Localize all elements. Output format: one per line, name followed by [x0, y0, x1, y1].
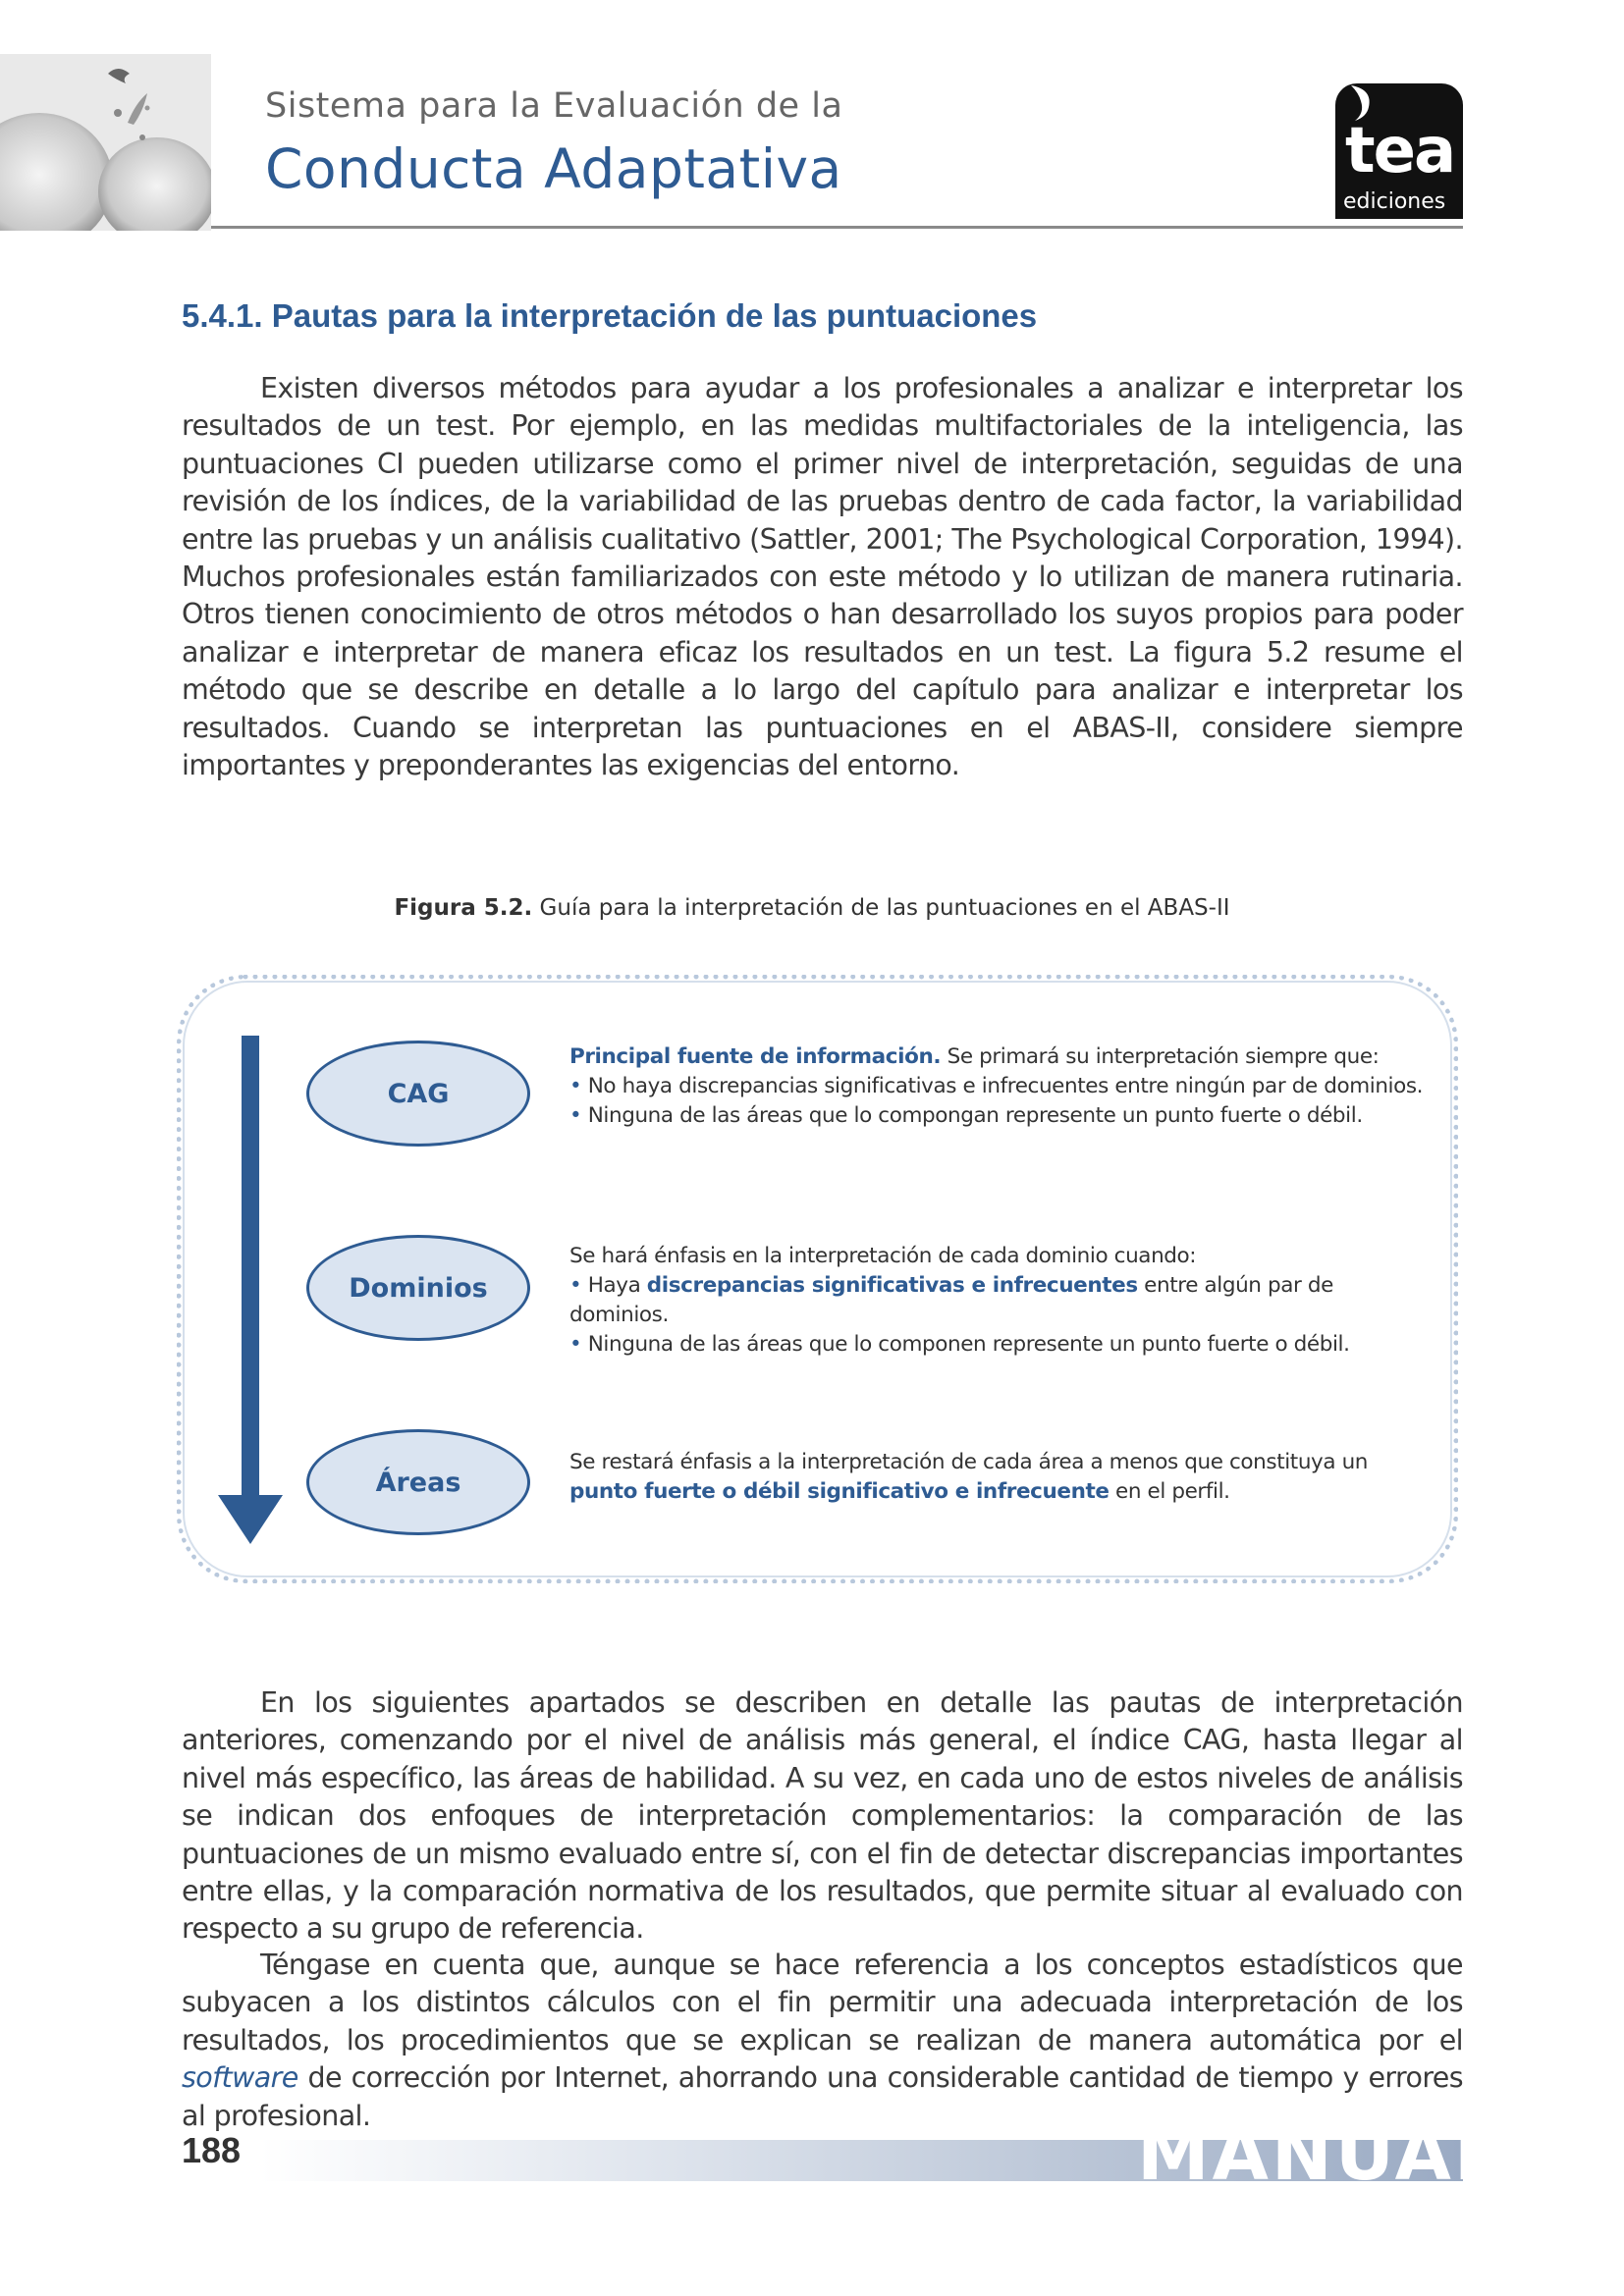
cag-intro-line: [569, 1042, 1434, 1072]
cag-bullet-2-text: Ninguna de las áreas que lo compongan represente un punto fuerte o débil.: [587, 1103, 1363, 1128]
paragraph-sections: En los siguientes apartados se describen en detalle las pautas de interpretación anteriores, comenzando por el nivel de análisis más general, el índice CAG, hasta llegar al nivel más específico, las áreas de habilidad. A su vez, en cada uno de estos niveles de análisis se indican dos enfoques de interpretación complementarios: la comparación de las puntuaciones de un mismo evaluado entre sí, con el fin de detectar discrepancias importantes entre ellas, y la comparación normativa de los resultados, que permite situar al evaluado con respecto a su grupo de referencia.: [182, 1686, 1463, 1946]
level-oval-areas: Áreas: [306, 1429, 530, 1535]
tea-ediciones-logo: [1335, 83, 1463, 219]
areas-line-2-post: en el perfil.: [1109, 1479, 1230, 1504]
areas-line-1: Se restará énfasis a la interpretación de cada área a menos que constituya un: [569, 1450, 1369, 1474]
dominios-bullet-2: • Ninguna de las áreas que lo componen represente un punto fuerte o débil.: [569, 1332, 1350, 1357]
paragraph-software: [182, 1947, 1463, 2135]
page-number: 188: [182, 2130, 242, 2170]
section-heading: 5.4.1. Pautas para la interpretación de las puntuaciones: [182, 297, 1038, 334]
paragraph-software-after: de corrección por Internet, ahorrando una considerable cantidad de tiempo y errores al profesional.: [182, 2061, 1463, 2132]
header-fishbowl-image: [0, 54, 211, 231]
level-oval-dominios: Dominios: [306, 1235, 530, 1341]
figure-caption: [0, 895, 1624, 921]
logo-subtext: ediciones: [1343, 189, 1446, 214]
level-description-cag: [569, 1042, 1434, 1131]
level-description-dominios: [569, 1242, 1434, 1360]
figure-caption-label: Figura 5.2.: [394, 895, 533, 921]
header-divider: [211, 226, 1463, 229]
level-description-areas: [569, 1448, 1434, 1507]
cag-highlight: Principal fuente de información.: [569, 1044, 942, 1069]
dominios-bullet-1-highlight: discrepancias significativas e infrecuentes: [646, 1273, 1138, 1298]
dominios-bullet-1: • Haya discrepancias significativas e infrecuentes entre algún par de dominios.: [569, 1273, 1333, 1327]
cag-bullet-1: • No haya discrepancias significativas e infrecuentes entre ningún par de dominios.: [569, 1074, 1424, 1098]
dominios-intro: Se hará énfasis en la interpretación de cada dominio cuando:: [569, 1244, 1197, 1268]
dominios-bullet-1-pre: Haya: [587, 1273, 647, 1298]
figure-caption-text: Guía para la interpretación de las puntuaciones en el ABAS-II: [532, 895, 1230, 921]
areas-highlight: punto fuerte o débil significativo e infrecuente: [569, 1479, 1110, 1504]
paragraph-software-before: Téngase en cuenta que, aunque se hace referencia a los conceptos estadísticos que subyacen a los distintos cálculos con el fin permitir una adecuada interpretación de los resultados, los procedimientos que se explican se realizan de manera automática por el: [182, 1949, 1463, 2056]
dominios-bullet-1-post: entre algún par de dominios.: [569, 1273, 1333, 1327]
header-title: Conducta Adaptativa: [265, 137, 842, 200]
areas-line-2: [569, 1477, 1434, 1507]
software-term: software: [182, 2061, 298, 2095]
cag-intro: Se primará su interpretación siempre que:: [941, 1044, 1380, 1069]
footer-manual-label: MANUAL: [1137, 2112, 1504, 2197]
cag-bullet-1-text: No haya discrepancias significativas e infrecuentes entre ningún par de dominios.: [587, 1074, 1424, 1098]
level-oval-cag: CAG: [306, 1041, 530, 1147]
paragraph-intro: Existen diversos métodos para ayudar a los profesionales a analizar e interpretar los resultados de un test. Por ejemplo, en las medidas multifactoriales de la inteligencia, las puntuaciones CI pueden utilizarse como el primer nivel de interpretación, seguidas de una revisión de los índices, de la variabilidad de las pruebas dentro de cada factor, la variabilidad entre las pruebas y un análisis cualitativo (Sattler, 2001; The Psychological Corporation, 1994). Muchos profesionales están familiarizados con este método y lo utilizan de manera rutinaria. Otros tienen conocimiento de otros métodos o han desarrollado los suyos propios para poder analizar e interpretar de manera eficaz los resultados en un test. La figura 5.2 resume el método que se describe en detalle a lo largo del capítulo para analizar e interpretar los resultados. Cuando se interpretan las puntuaciones en el ABAS-II, considere siempre importantes y preponderantes las exigencias del entorno.: [182, 372, 1463, 782]
cag-bullet-2: • Ninguna de las áreas que lo compongan represente un punto fuerte o débil.: [569, 1103, 1363, 1128]
header-subtitle: Sistema para la Evaluación de la: [265, 86, 843, 126]
dominios-bullet-2-text: Ninguna de las áreas que lo componen represente un punto fuerte o débil.: [587, 1332, 1350, 1357]
logo-word: tea: [1345, 115, 1455, 187]
down-arrow-icon: [216, 1036, 285, 1546]
